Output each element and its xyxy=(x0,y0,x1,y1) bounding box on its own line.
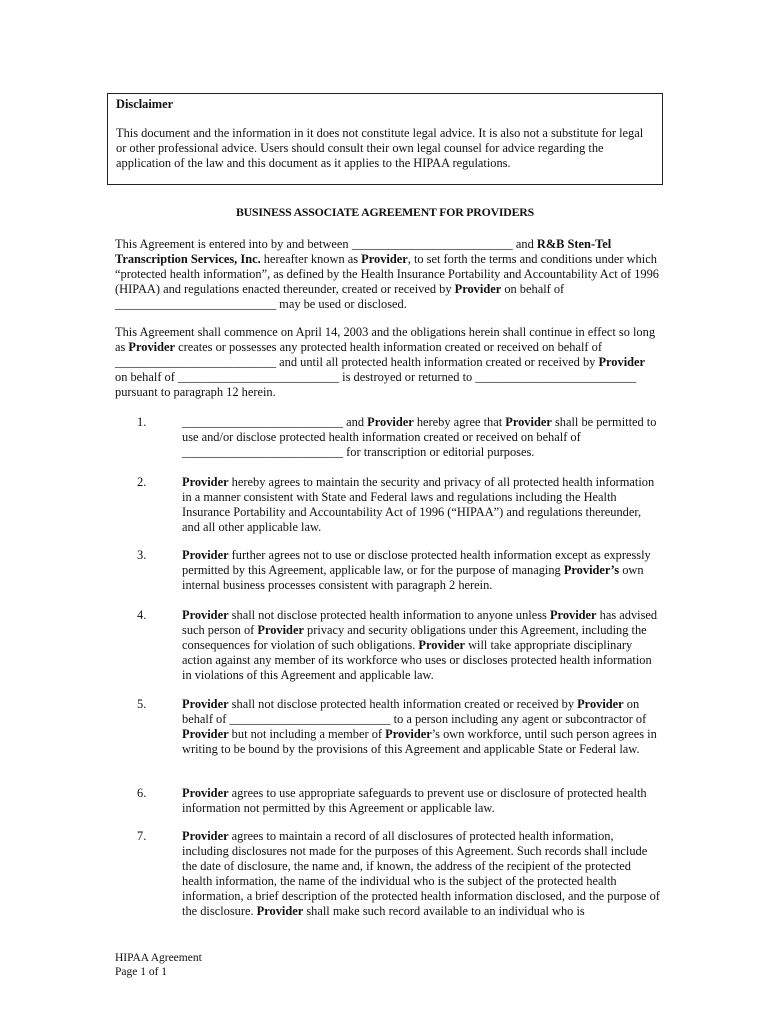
page-footer xyxy=(115,951,202,979)
clause-number: 3. xyxy=(137,548,147,562)
document-title: BUSINESS ASSOCIATE AGREEMENT FOR PROVIDERS xyxy=(236,205,534,219)
clause-number: 2. xyxy=(137,475,147,489)
footer-page-number: Page 1 of 1 xyxy=(115,966,168,978)
clause-number: 6. xyxy=(137,786,147,800)
clause-text: Provider agrees to use appropriate safeguards to prevent use or disclosure of protected health information not permitted by this Agreement or applicable law. xyxy=(182,786,647,815)
clause-text: Provider further agrees not to use or disclose protected health information except as expressly permitted by this Agreement, applicable law, or for the purpose of managing Provider’s own internal business processes consistent with paragraph 2 herein. xyxy=(182,548,651,592)
disclaimer-title: Disclaimer xyxy=(116,97,174,111)
clause-text: __________________________ and Provider hereby agree that Provider shall be permitted to use and/or disclose protected health information created or received on behalf of __________________________ for transcription or editorial purposes. xyxy=(182,415,657,459)
clause-text: Provider agrees to maintain a record of all disclosures of protected health information, including disclosures not made for the purposes of this Agreement. Such records shall include the date of disclosure, the name and, if known, the address of the recipient of the protected health information, the name of the individual who is the subject of the protected health information, a brief description of the protected health information disclosed, and the purpose of the disclosure. Provider shall make such record available to an individual who is xyxy=(182,829,660,918)
footer-document-name: HIPAA Agreement xyxy=(115,952,202,964)
clause-number: 5. xyxy=(137,697,147,711)
clause-number: 1. xyxy=(137,415,147,429)
clause-number: 7. xyxy=(137,829,147,843)
clause-text: Provider shall not disclose protected health information created or received by Provider on behalf of __________________________ to a person including any agent or subcontractor of Provider but not including a member of Provider’s own workforce, until such person agrees in writing to be bound by the provisions of this Agreement and applicable State or Federal law. xyxy=(182,697,657,756)
intro-paragraph: This Agreement is entered into by and between __________________________ and R&B Sten-Tel Transcription Services, Inc. hereafter known as Provider, to set forth the terms and conditions under which “protected health information”, as defined by the Health Insurance Portability and Accountability Act of 1996 (HIPAA) and regulations enacted thereunder, created or received by Provider on behalf of __________________________ may be used or disclosed. xyxy=(115,237,659,311)
clause-text: Provider shall not disclose protected health information to anyone unless Provider has advised such person of Provider privacy and security obligations under this Agreement, including the consequences for violation of such obligations. Provider will take appropriate disciplinary action against any member of its workforce who uses or discloses protected health information in violations of this Agreement and applicable law. xyxy=(182,608,658,682)
disclaimer-box xyxy=(107,93,663,185)
clause-number: 4. xyxy=(137,608,147,622)
disclaimer-text: This document and the information in it does not constitute legal advice. It is also not a substitute for legal or other professional advice. Users should consult their own legal counsel for advice regarding the application of the law and this document as it applies to the HIPAA regulations. xyxy=(116,126,644,170)
term-paragraph: This Agreement shall commence on April 14, 2003 and the obligations herein shall continue in effect so long as Provider creates or possesses any protected health information created or received on behalf of __________________________ and until all protected health information created or received by Provider on behalf of __________________________ is destroyed or returned to __________________________ pursuant to paragraph 12 herein. xyxy=(115,325,656,399)
clause-text: Provider hereby agrees to maintain the security and privacy of all protected health information in a manner consistent with State and Federal laws and regulations including the Health Insurance Portability and Accountability Act of 1996 (“HIPAA”) and regulations thereunder, and all other applicable law. xyxy=(182,475,655,534)
